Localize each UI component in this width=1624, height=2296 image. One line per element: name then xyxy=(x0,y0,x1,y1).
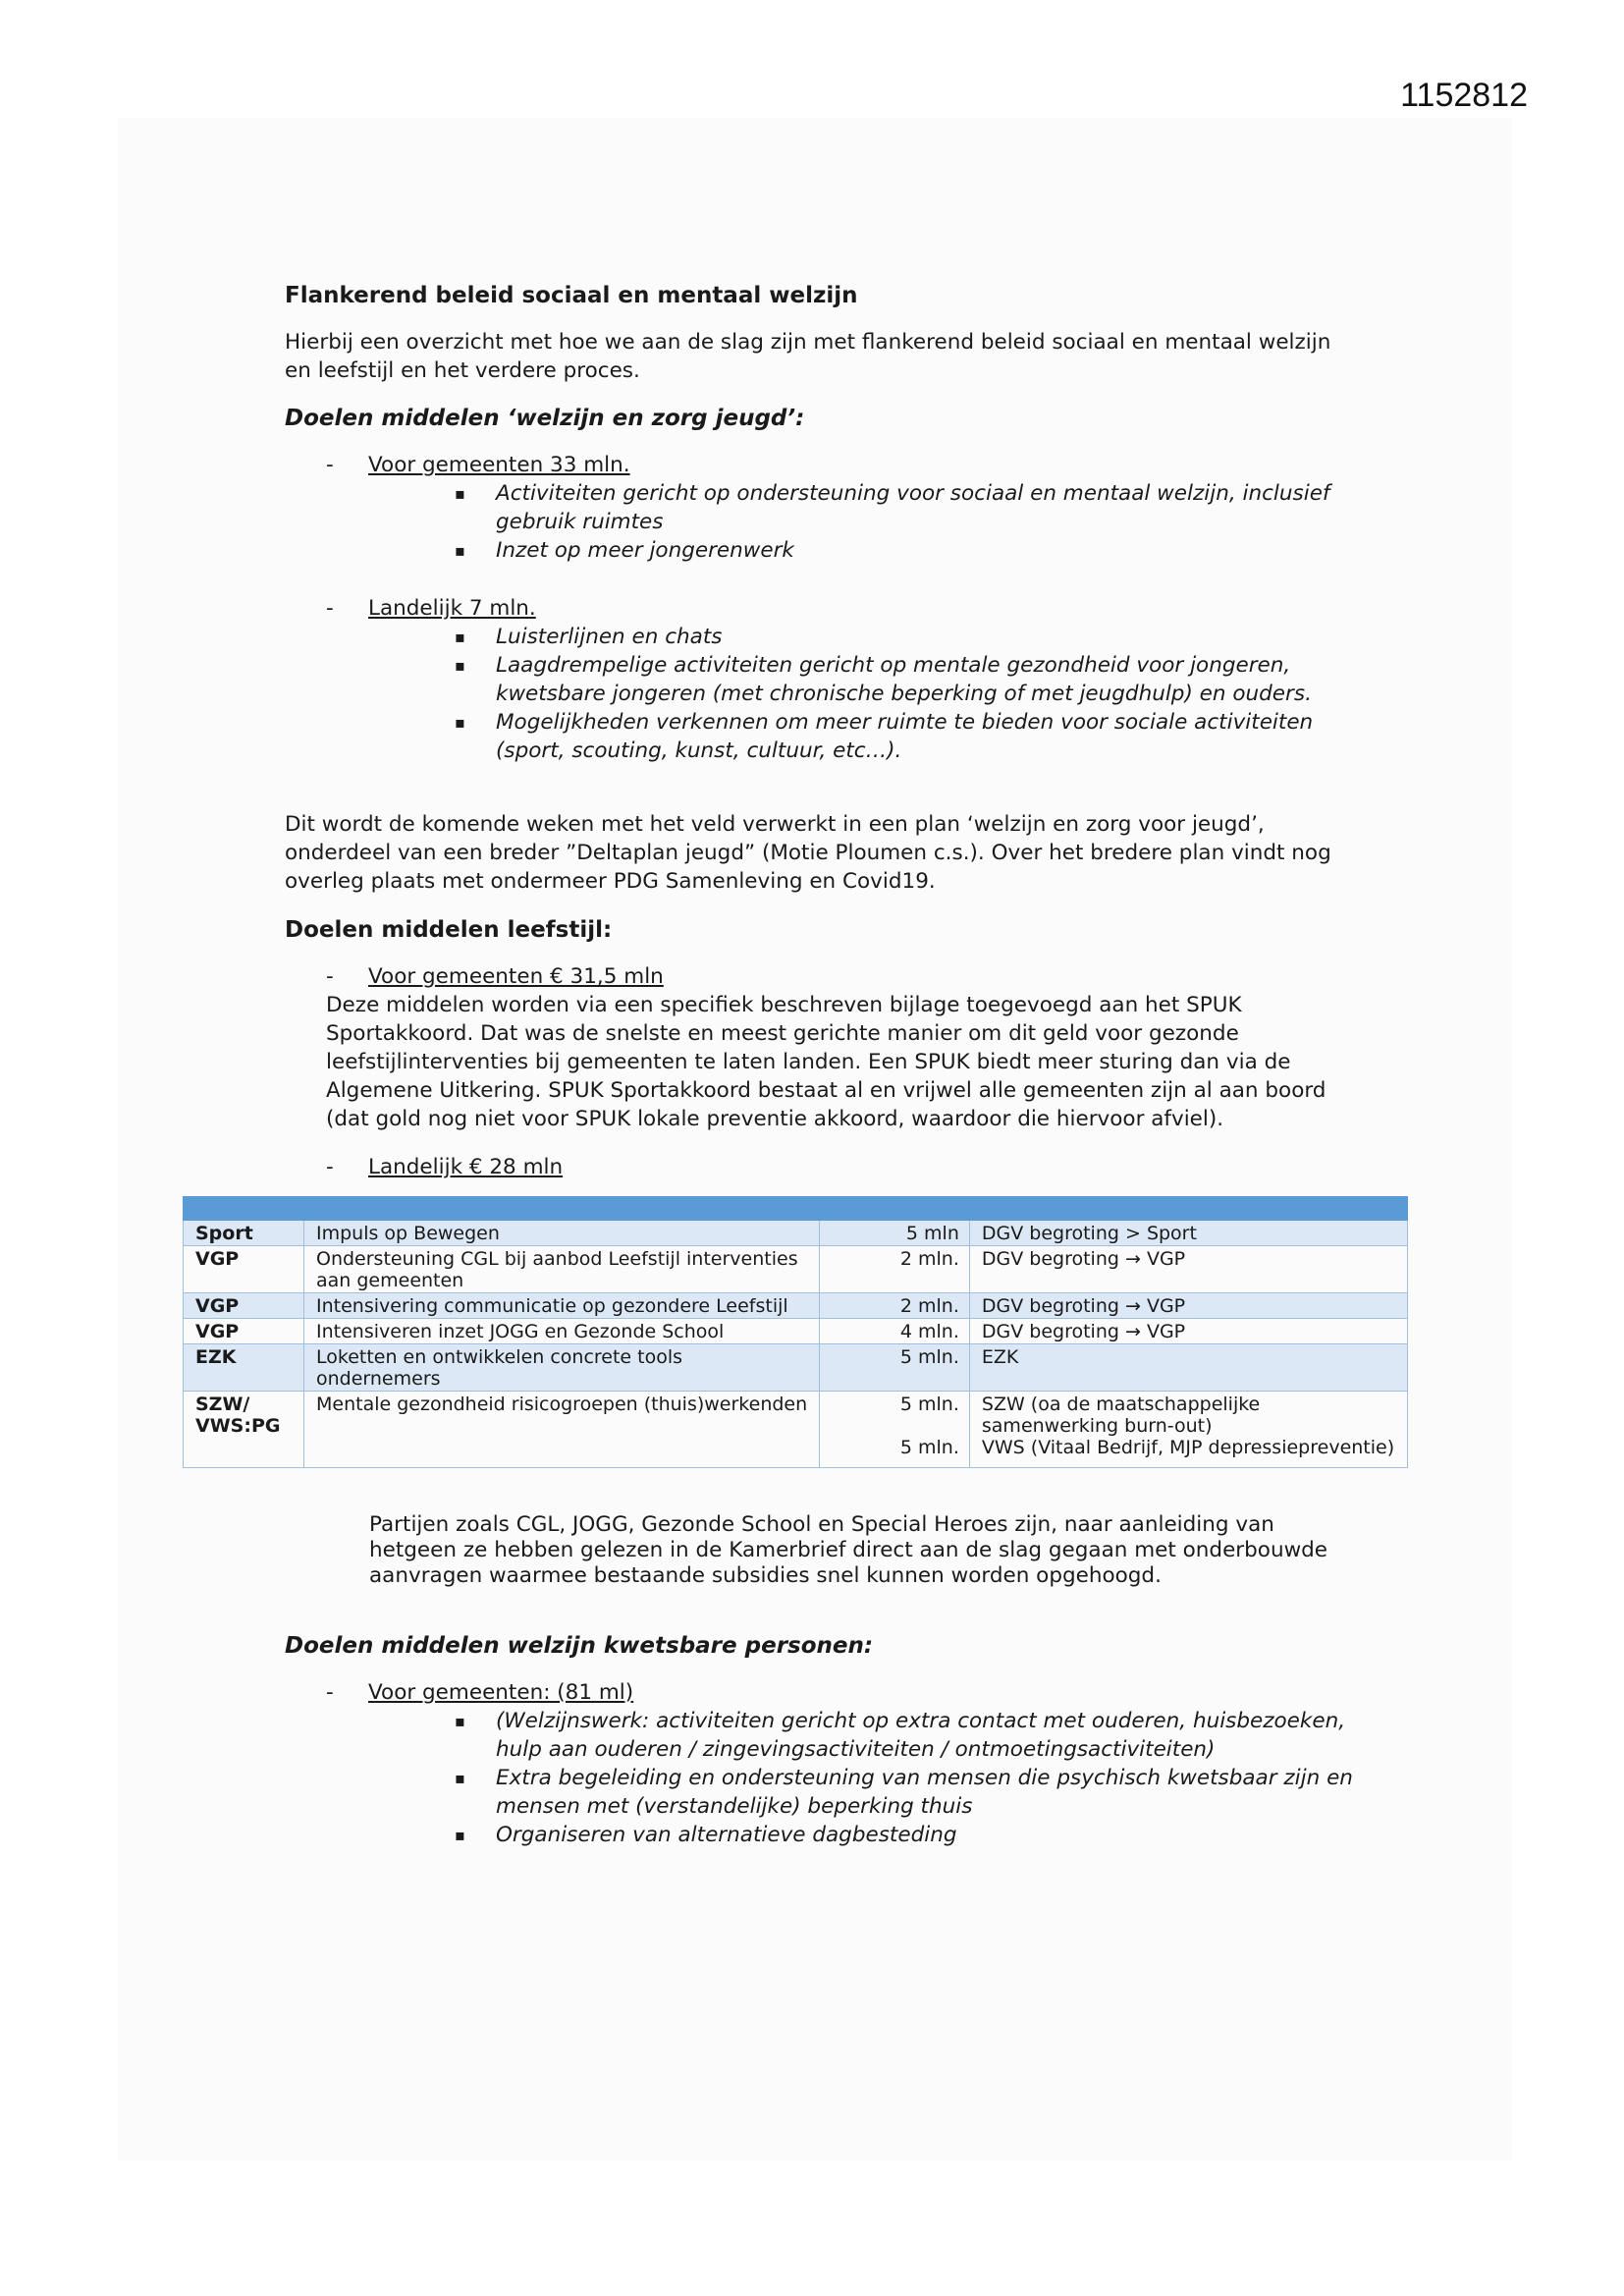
source-cell: DGV begroting > Sport xyxy=(969,1221,1407,1246)
table-row xyxy=(184,1221,1408,1246)
section-vulnerable-heading: Doelen middelen welzijn kwetsbare personen: xyxy=(285,1633,874,1659)
youth-municipal-group: - Voor gemeenten 33 mln. xyxy=(326,453,630,477)
source-cell xyxy=(969,1392,1407,1468)
lifestyle-municipal-text: Deze middelen worden via een specifiek beschreven bijlage toegevoegd aan het SPUK Sportakkoord. Dat was de snelste en meest gerichte manier om dit geld voor gezonde leefstijlinterventies bij gemeenten te laten landen. Een SPUK biedt meer sturing dan via de Algemene Uitkering. SPUK Sportakkoord bestaat al en vrijwel alle gemeenten zijn al aan boord (dat gold nog niet voor SPUK lokale preventie akkoord, waardoor die hiervoor afviel). xyxy=(326,993,1326,1131)
org-cell: VGP xyxy=(184,1293,304,1319)
vulnerable-section xyxy=(285,1632,1355,1849)
org-line: VWS:PG xyxy=(195,1415,281,1437)
org-cell xyxy=(184,1392,304,1468)
group-label: Voor gemeenten € 31,5 mln xyxy=(368,964,664,989)
source-line: SZW (oa de maatschappelijke samenwerking burn-out) xyxy=(981,1394,1261,1437)
youth-municipal-list xyxy=(285,479,1355,565)
desc-cell: Intensiveren inzet JOGG en Gezonde School xyxy=(304,1319,820,1344)
partners-paragraph: Partijen zoals CGL, JOGG, Gezonde School en Special Heroes zijn, naar aanleiding van hetgeen ze hebben gelezen in de Kamerbrief direct aan de slag gegaan met onderbouwde aanvragen waarmee bestaande subsidies snel kunnen worden opgehoogd. xyxy=(369,1512,1328,1588)
group-label: Landelijk 7 mln. xyxy=(368,596,536,621)
desc-cell: Loketten en ontwikkelen concrete tools ondernemers xyxy=(304,1344,820,1392)
list-item: ▪ Organiseren van alternatieve dagbesteding xyxy=(496,1821,1355,1849)
list-item: ▪ (Welzijnswerk: activiteiten gericht op extra contact met ouderen, huisbezoeken, hulp aan ouderen / zingevingsactiviteiten / ontmoetingsactiviteiten) xyxy=(496,1707,1355,1764)
table-row xyxy=(184,1392,1408,1468)
list-item: ▪ Inzet op meer jongerenwerk xyxy=(496,536,1355,565)
section-lifestyle-heading: Doelen middelen leefstijl: xyxy=(285,917,613,943)
youth-national-list xyxy=(285,623,1355,765)
vulnerable-list xyxy=(285,1707,1355,1849)
desc-cell: Mentale gezondheid risicogroepen (thuis)werkenden xyxy=(304,1392,820,1468)
list-item: ▪ Extra begeleiding en ondersteuning van mensen die psychisch kwetsbaar zijn en mensen met (verstandelijke) beperking thuis xyxy=(496,1764,1355,1821)
source-cell: DGV begroting → VGP xyxy=(969,1293,1407,1319)
group-label: Voor gemeenten 33 mln. xyxy=(368,453,630,477)
amount-line: 5 mln. xyxy=(899,1437,959,1458)
source-cell: EZK xyxy=(969,1344,1407,1392)
page-title: Flankerend beleid sociaal en mentaal welzijn xyxy=(285,283,858,308)
org-cell: VGP xyxy=(184,1319,304,1344)
org-cell: EZK xyxy=(184,1344,304,1392)
list-item: ▪ Activiteiten gericht op ondersteuning voor sociaal en mentaal welzijn, inclusief gebruik ruimtes xyxy=(496,479,1355,536)
amount-line: 5 mln. xyxy=(899,1394,959,1415)
lifestyle-municipal-group: - Voor gemeenten € 31,5 mln xyxy=(326,964,664,989)
table-header-row xyxy=(184,1197,1408,1221)
youth-national-group: - Landelijk 7 mln. xyxy=(326,596,536,621)
source-line: VWS (Vitaal Bedrijf, MJP depressiepreventie) xyxy=(981,1437,1395,1458)
table-row xyxy=(184,1246,1408,1293)
list-item: ▪ Mogelijkheden verkennen om meer ruimte te bieden voor sociale activiteiten (sport, scouting, kunst, cultuur, etc…). xyxy=(496,708,1355,765)
org-cell: VGP xyxy=(184,1246,304,1293)
org-line: SZW/ xyxy=(195,1394,250,1415)
list-item: ▪ Luisterlijnen en chats xyxy=(496,623,1355,651)
budget-table xyxy=(183,1196,1408,1468)
group-label: Voor gemeenten: (81 ml) xyxy=(368,1680,634,1705)
org-cell: Sport xyxy=(184,1221,304,1246)
amount-cell: 5 mln xyxy=(819,1221,969,1246)
youth-closing-paragraph: Dit wordt de komende weken met het veld verwerkt in een plan ‘welzijn en zorg voor jeugd’, onderdeel van een breder ”Deltaplan jeugd” (Motie Ploumen c.s.). Over het bredere plan vindt nog overleg plaats met ondermeer PDG Samenleving en Covid19. xyxy=(285,812,1331,894)
amount-cell: 5 mln. xyxy=(819,1344,969,1392)
source-cell: DGV begroting → VGP xyxy=(969,1246,1407,1293)
source-cell: DGV begroting → VGP xyxy=(969,1319,1407,1344)
amount-cell xyxy=(819,1392,969,1468)
lifestyle-national-group: - Landelijk € 28 mln xyxy=(326,1155,564,1179)
desc-cell: Ondersteuning CGL bij aanbod Leefstijl interventies aan gemeenten xyxy=(304,1246,820,1293)
vulnerable-municipal-group: - Voor gemeenten: (81 ml) xyxy=(326,1680,634,1705)
desc-cell: Impuls op Bewegen xyxy=(304,1221,820,1246)
intro-paragraph: Hierbij een overzicht met hoe we aan de slag zijn met flankerend beleid sociaal en mentaal welzijn en leefstijl en het verdere proces. xyxy=(285,330,1331,383)
amount-cell: 2 mln. xyxy=(819,1246,969,1293)
main-content xyxy=(285,281,1355,1181)
group-label: Landelijk € 28 mln xyxy=(368,1155,564,1179)
section-youth-heading: Doelen middelen ‘welzijn en zorg jeugd’: xyxy=(285,406,805,431)
desc-cell: Intensivering communicatie op gezondere Leefstijl xyxy=(304,1293,820,1319)
table-row xyxy=(184,1293,1408,1319)
document-id: 1152812 xyxy=(1400,77,1528,114)
amount-cell: 4 mln. xyxy=(819,1319,969,1344)
table-row xyxy=(184,1319,1408,1344)
list-item: ▪ Laagdrempelige activiteiten gericht op mentale gezondheid voor jongeren, kwetsbare jongeren (met chronische beperking of met jeugdhulp) en ouders. xyxy=(496,651,1355,708)
table-row xyxy=(184,1344,1408,1392)
amount-cell: 2 mln. xyxy=(819,1293,969,1319)
